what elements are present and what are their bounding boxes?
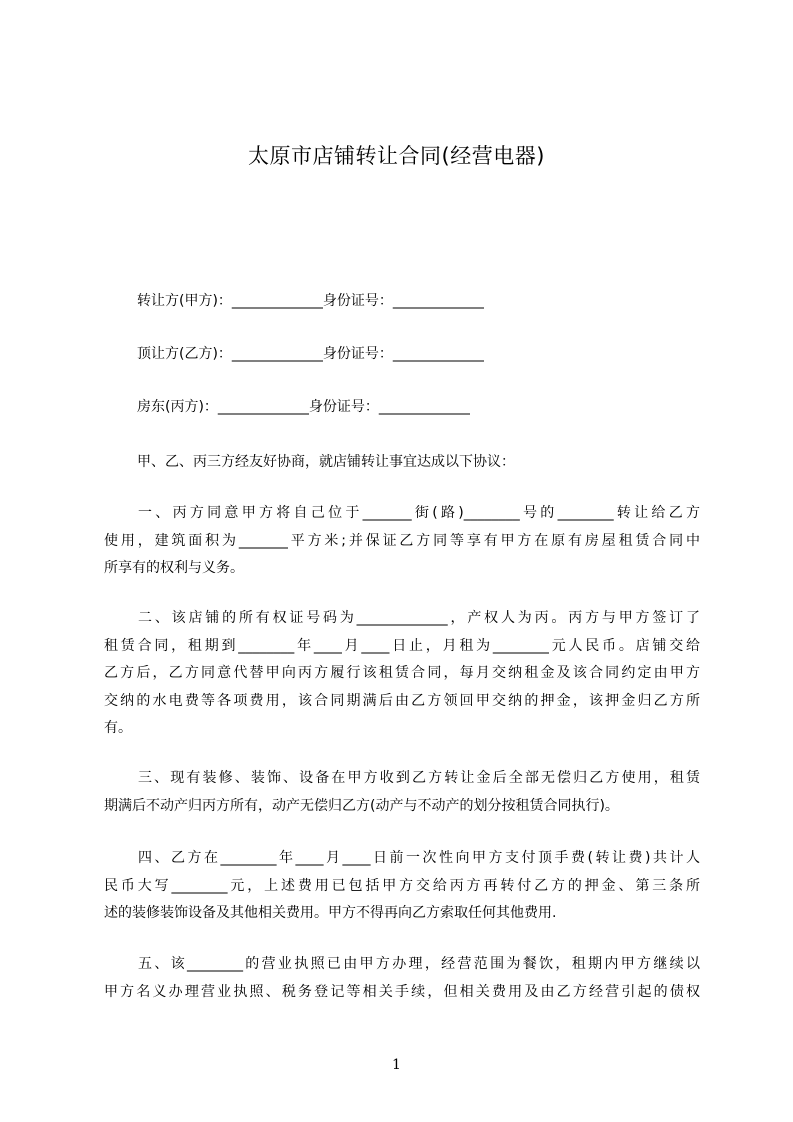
- clause-line: 甲方名义办理营业执照、税务登记等相关手续，但相关费用及由乙方经营引起的债权: [104, 983, 700, 1000]
- clause-line: 民币大写________元，上述费用已包括甲方交给丙方再转付乙方的押金、第三条所: [104, 877, 700, 894]
- clause-1: [104, 500, 700, 583]
- party-a-line: 转让方(甲方)：_____________身份证号：_____________: [137, 293, 484, 309]
- document-title: 太原市店铺转让合同(经营电器): [248, 144, 545, 168]
- clause-line: 交纳的水电费等各项费用，该合同期满后由乙方领回甲交纳的押金，该押金归乙方所: [104, 692, 700, 709]
- party-b-line: 顶让方(乙方)：_____________身份证号：_____________: [137, 346, 484, 362]
- clause-line: 所享有的权利与义务。: [104, 560, 244, 576]
- clause-line: 期满后不动产归丙方所有，动产无偿归乙方(动产与不动产的划分按租赁合同执行)。: [104, 797, 619, 814]
- clause-3: [104, 765, 700, 820]
- clause-5: [104, 951, 700, 1006]
- agreement-intro: 甲、乙、丙三方经友好协商，就店铺转让事宜达成以下协议：: [137, 454, 515, 470]
- clause-line: 四、乙方在________年____月____日前一次性向甲方支付顶手费(转让费)共计人: [138, 850, 700, 866]
- party-c-line: 房东(丙方)：_____________身份证号：_____________: [137, 399, 470, 415]
- clause-line: 二、该店铺的所有权证号码为_____________，产权人为丙。丙方与甲方签订了: [138, 610, 700, 626]
- clause-line: 租赁合同，租期到________年____月____日止，月租为________元人民币。店铺交给: [104, 637, 700, 654]
- page-number: 1: [392, 1057, 401, 1073]
- clause-line: 有。: [104, 720, 132, 736]
- clause-line: 三、现有装修、装饰、设备在甲方收到乙方转让金后全部无偿归乙方使用，租赁: [138, 770, 700, 786]
- clause-line: 述的装修装饰设备及其他相关费用。甲方不得再向乙方索取任何其他费用.: [104, 905, 557, 921]
- clause-line: 乙方后，乙方同意代替甲向丙方履行该租赁合同，每月交纳租金及该合同约定由甲方: [104, 665, 700, 681]
- clause-4: [104, 845, 700, 928]
- clause-2: [104, 605, 700, 743]
- clause-line: 一、丙方同意甲方将自己位于_______街(路)________号的________转让给乙方: [138, 505, 700, 521]
- clause-line: 五、该________的营业执照已由甲方办理，经营范围为餐饮，租期内甲方继续以: [138, 956, 700, 972]
- clause-line: 使用，建筑面积为_______平方米;并保证乙方同等享有甲方在原有房屋租赁合同中: [104, 532, 700, 549]
